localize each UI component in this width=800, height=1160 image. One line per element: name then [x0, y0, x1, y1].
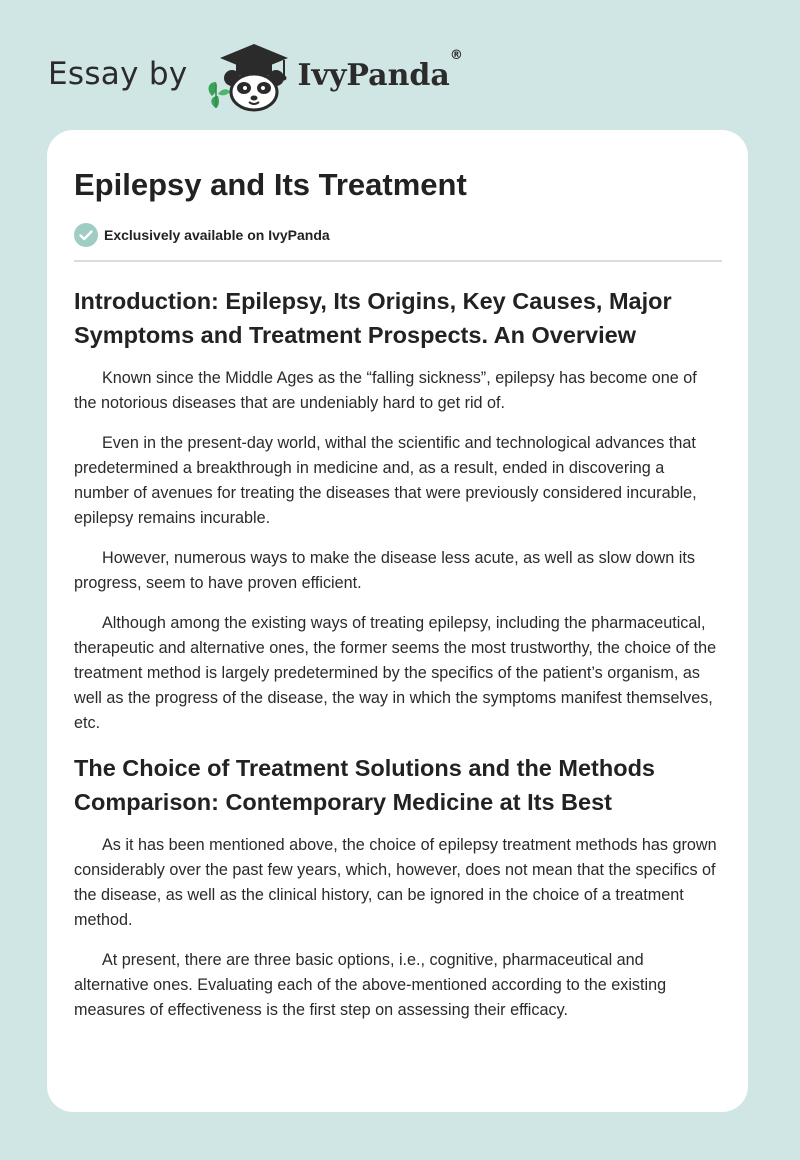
section-heading-introduction: Introduction: Epilepsy, Its Origins, Key Causes, Major Symptoms and Treatment Prospects. An Overview	[74, 288, 672, 348]
section-heading-treatment-choice: The Choice of Treatment Solutions and the Methods Comparison: Contemporary Medicine at Its Best	[74, 755, 656, 815]
brand-name: IvyPanda®	[297, 47, 463, 93]
paragraph: Even in the present-day world, withal the scientific and technological advances that predetermined a breakthrough in medicine and, as a result, ended in discovering a number of avenues for treating the diseases that were previously considered incurable, epilepsy remains incurable.	[74, 434, 697, 527]
essay-card	[47, 130, 748, 1112]
paragraph: Although among the existing ways of treating epilepsy, including the pharmaceutical, therapeutic and alternative ones, the former seems the most trustworthy, the choice of the treatment method is largely predetermined by the specifics of the patient’s organism, as well as the progress of the disease, the way in which the symptoms manifest themselves, etc.	[74, 614, 717, 732]
registered-mark: ®	[449, 47, 463, 63]
essay-title: Epilepsy and Its Treatment	[74, 167, 467, 202]
brand-prefix: Essay by	[48, 56, 188, 92]
exclusive-badge-text: Exclusively available on IvyPanda	[104, 227, 330, 243]
site-brand[interactable]	[48, 34, 463, 114]
exclusive-badge	[74, 222, 722, 248]
check-circle-icon	[74, 223, 98, 247]
panda-graduate-icon	[202, 36, 294, 112]
title-divider	[74, 260, 722, 262]
paragraph: At present, there are three basic options, i.e., cognitive, pharmaceutical and alternative ones. Evaluating each of the above-mentioned according to the existing measures of effectiveness is the first step on assessing their efficacy.	[74, 951, 667, 1019]
paragraph: However, numerous ways to make the disease less acute, as well as slow down its progress, seem to have proven efficient.	[74, 549, 695, 592]
paragraph: As it has been mentioned above, the choice of epilepsy treatment methods has grown considerably over the past few years, which, however, does not mean that the specifics of the disease, as well as the clinical history, can be ignored in the choice of a treatment method.	[74, 836, 717, 929]
paragraph: Known since the Middle Ages as the “falling sickness”, epilepsy has become one of the notorious diseases that are undeniably hard to get rid of.	[74, 369, 697, 412]
